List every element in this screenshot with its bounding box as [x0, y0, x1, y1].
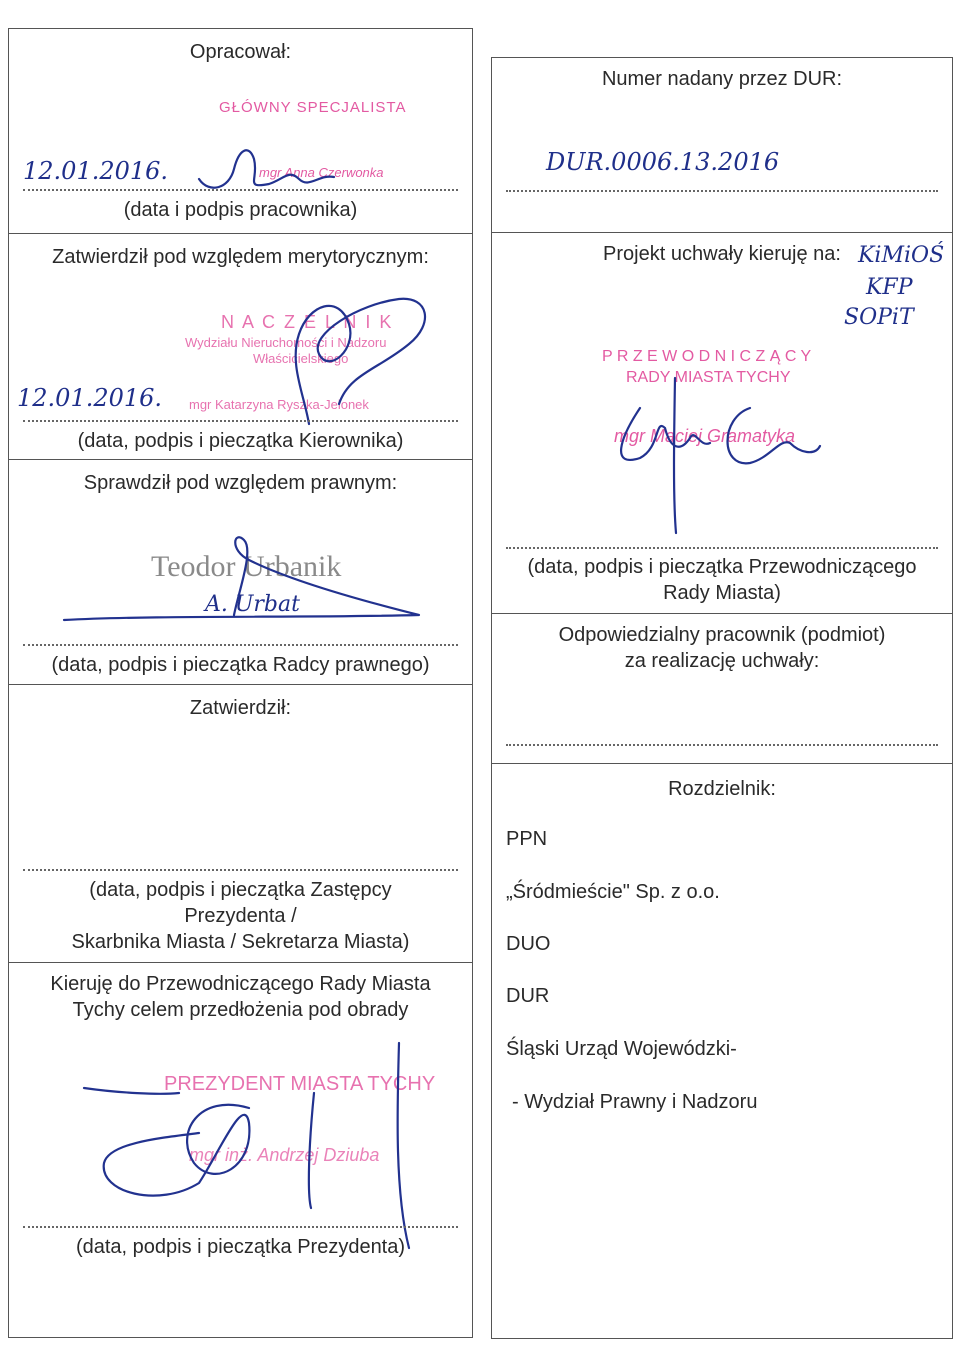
label-zatwierdzil: Zatwierdził: [189, 697, 292, 719]
stamp-line-wlascicielskiego: Właścicielskiego [253, 351, 349, 366]
label-prawny: Sprawdził pod względem prawnym: [83, 472, 398, 494]
handwritten-date: 12.01.2016. [23, 157, 169, 185]
section-merytoryczny [9, 233, 472, 460]
signature-prezydent [79, 1033, 439, 1253]
stamp-title-naczelnik: N A C Z E L N I K [221, 312, 394, 332]
section-kieruje [9, 962, 472, 1340]
stamp-line-wydzial: Wydziału Nieruchomości i Nadzoru [185, 335, 387, 350]
caption-pracownik: (data i podpis pracownika) [123, 199, 358, 221]
stamp-line-rady: RADY MIASTA TYCHY [626, 369, 791, 386]
section-opracowal [9, 29, 472, 233]
handwritten-committee-2: KFP [866, 275, 913, 300]
distribution-item-dur: DUR [506, 985, 550, 1007]
caption-zastepca-1: (data, podpis i pieczątka Zastępcy [89, 879, 392, 901]
label-kieruje-2: Tychy celem przedłożenia pod obrady [72, 999, 409, 1021]
signature-line [23, 869, 458, 871]
signature-line [506, 190, 938, 192]
label-numer: Numer nadany przez DUR: [601, 68, 843, 90]
caption-radca: (data, podpis i pieczątka Radcy prawnego) [51, 654, 430, 676]
caption-prezydent: (data, podpis i pieczątka Prezydenta) [75, 1236, 406, 1258]
left-column [8, 28, 473, 1338]
label-kieruje-1: Kieruję do Przewodniczącego Rady Miasta [50, 973, 431, 995]
label-odpowiedzialny-1: Odpowiedzialny pracownik (podmiot) [558, 624, 886, 646]
handwritten-committee-3: SOPiT [844, 305, 914, 330]
signature-line [506, 547, 938, 549]
section-numer [492, 58, 952, 232]
signature-line [23, 189, 458, 191]
label-odpowiedzialny-2: za realizację uchwały: [624, 650, 820, 672]
caption-przewodniczacy-2: Rady Miasta) [663, 582, 781, 604]
signature-line [23, 1226, 458, 1228]
right-column [491, 57, 953, 1339]
section-rozdzielnik [492, 763, 952, 1341]
stamp-name-prezydent: mgr inż. Andrzej Dziuba [189, 1145, 380, 1165]
label-projekt: Projekt uchwały kieruję na: [603, 243, 841, 265]
distribution-item-duo: DUO [506, 933, 551, 955]
label-rozdzielnik: Rozdzielnik: [668, 778, 776, 800]
distribution-item-wydzial: - Wydział Prawny i Nadzoru [512, 1091, 758, 1113]
handwritten-initials: A. Urbat [205, 592, 300, 617]
signature-line [23, 644, 458, 646]
caption-kierownik: (data, podpis i pieczątka Kierownika) [77, 430, 404, 452]
caption-zastepca-2: Prezydenta / [184, 905, 297, 927]
signature-line [506, 744, 938, 746]
distribution-item-srodmiescie: „Śródmieście" Sp. z o.o. [506, 881, 720, 903]
signature-radca [59, 520, 439, 630]
signature-line [23, 420, 458, 422]
stamp-name-radca: Teodor Urbanik [151, 550, 342, 583]
distribution-item-ppn: PPN [506, 828, 548, 850]
handwritten-number: DUR.0006.13.2016 [546, 148, 780, 176]
signature-przewodniczacy [600, 328, 860, 508]
handwritten-committee-1: KiMiOŚ [858, 243, 945, 268]
section-projekt [492, 232, 952, 614]
stamp-name-gramatyka: mgr Maciej Gramatyka [614, 426, 796, 446]
distribution-item-urzad: Śląski Urząd Wojewódzki- [506, 1038, 737, 1060]
stamp-title-prezydent: PREZYDENT MIASTA TYCHY [164, 1073, 436, 1095]
caption-zastepca-3: Skarbnika Miasta / Sekretarza Miasta) [71, 931, 410, 953]
handwritten-date: 12.01.2016. [17, 384, 163, 412]
label-opracowal: Opracował: [189, 41, 292, 63]
section-prawny [9, 459, 472, 685]
stamp-name-kierownik: mgr Katarzyna Ryszka-Jelonek [189, 397, 369, 412]
section-odpowiedzialny [492, 613, 952, 764]
stamp-name-czerwonka: mgr Anna Czerwonka [259, 165, 384, 180]
signature-kierownik [249, 284, 449, 434]
stamp-title-specjalista: GŁÓWNY SPECJALISTA [219, 99, 407, 116]
section-zatwierdzil [9, 684, 472, 963]
label-merytoryczny: Zatwierdził pod względem merytorycznym: [52, 246, 429, 268]
stamp-title-przewodniczacy: P R Z E W O D N I C Z Ą C Y [602, 348, 812, 365]
caption-przewodniczacy-1: (data, podpis i pieczątka Przewodniczącego [527, 556, 917, 578]
